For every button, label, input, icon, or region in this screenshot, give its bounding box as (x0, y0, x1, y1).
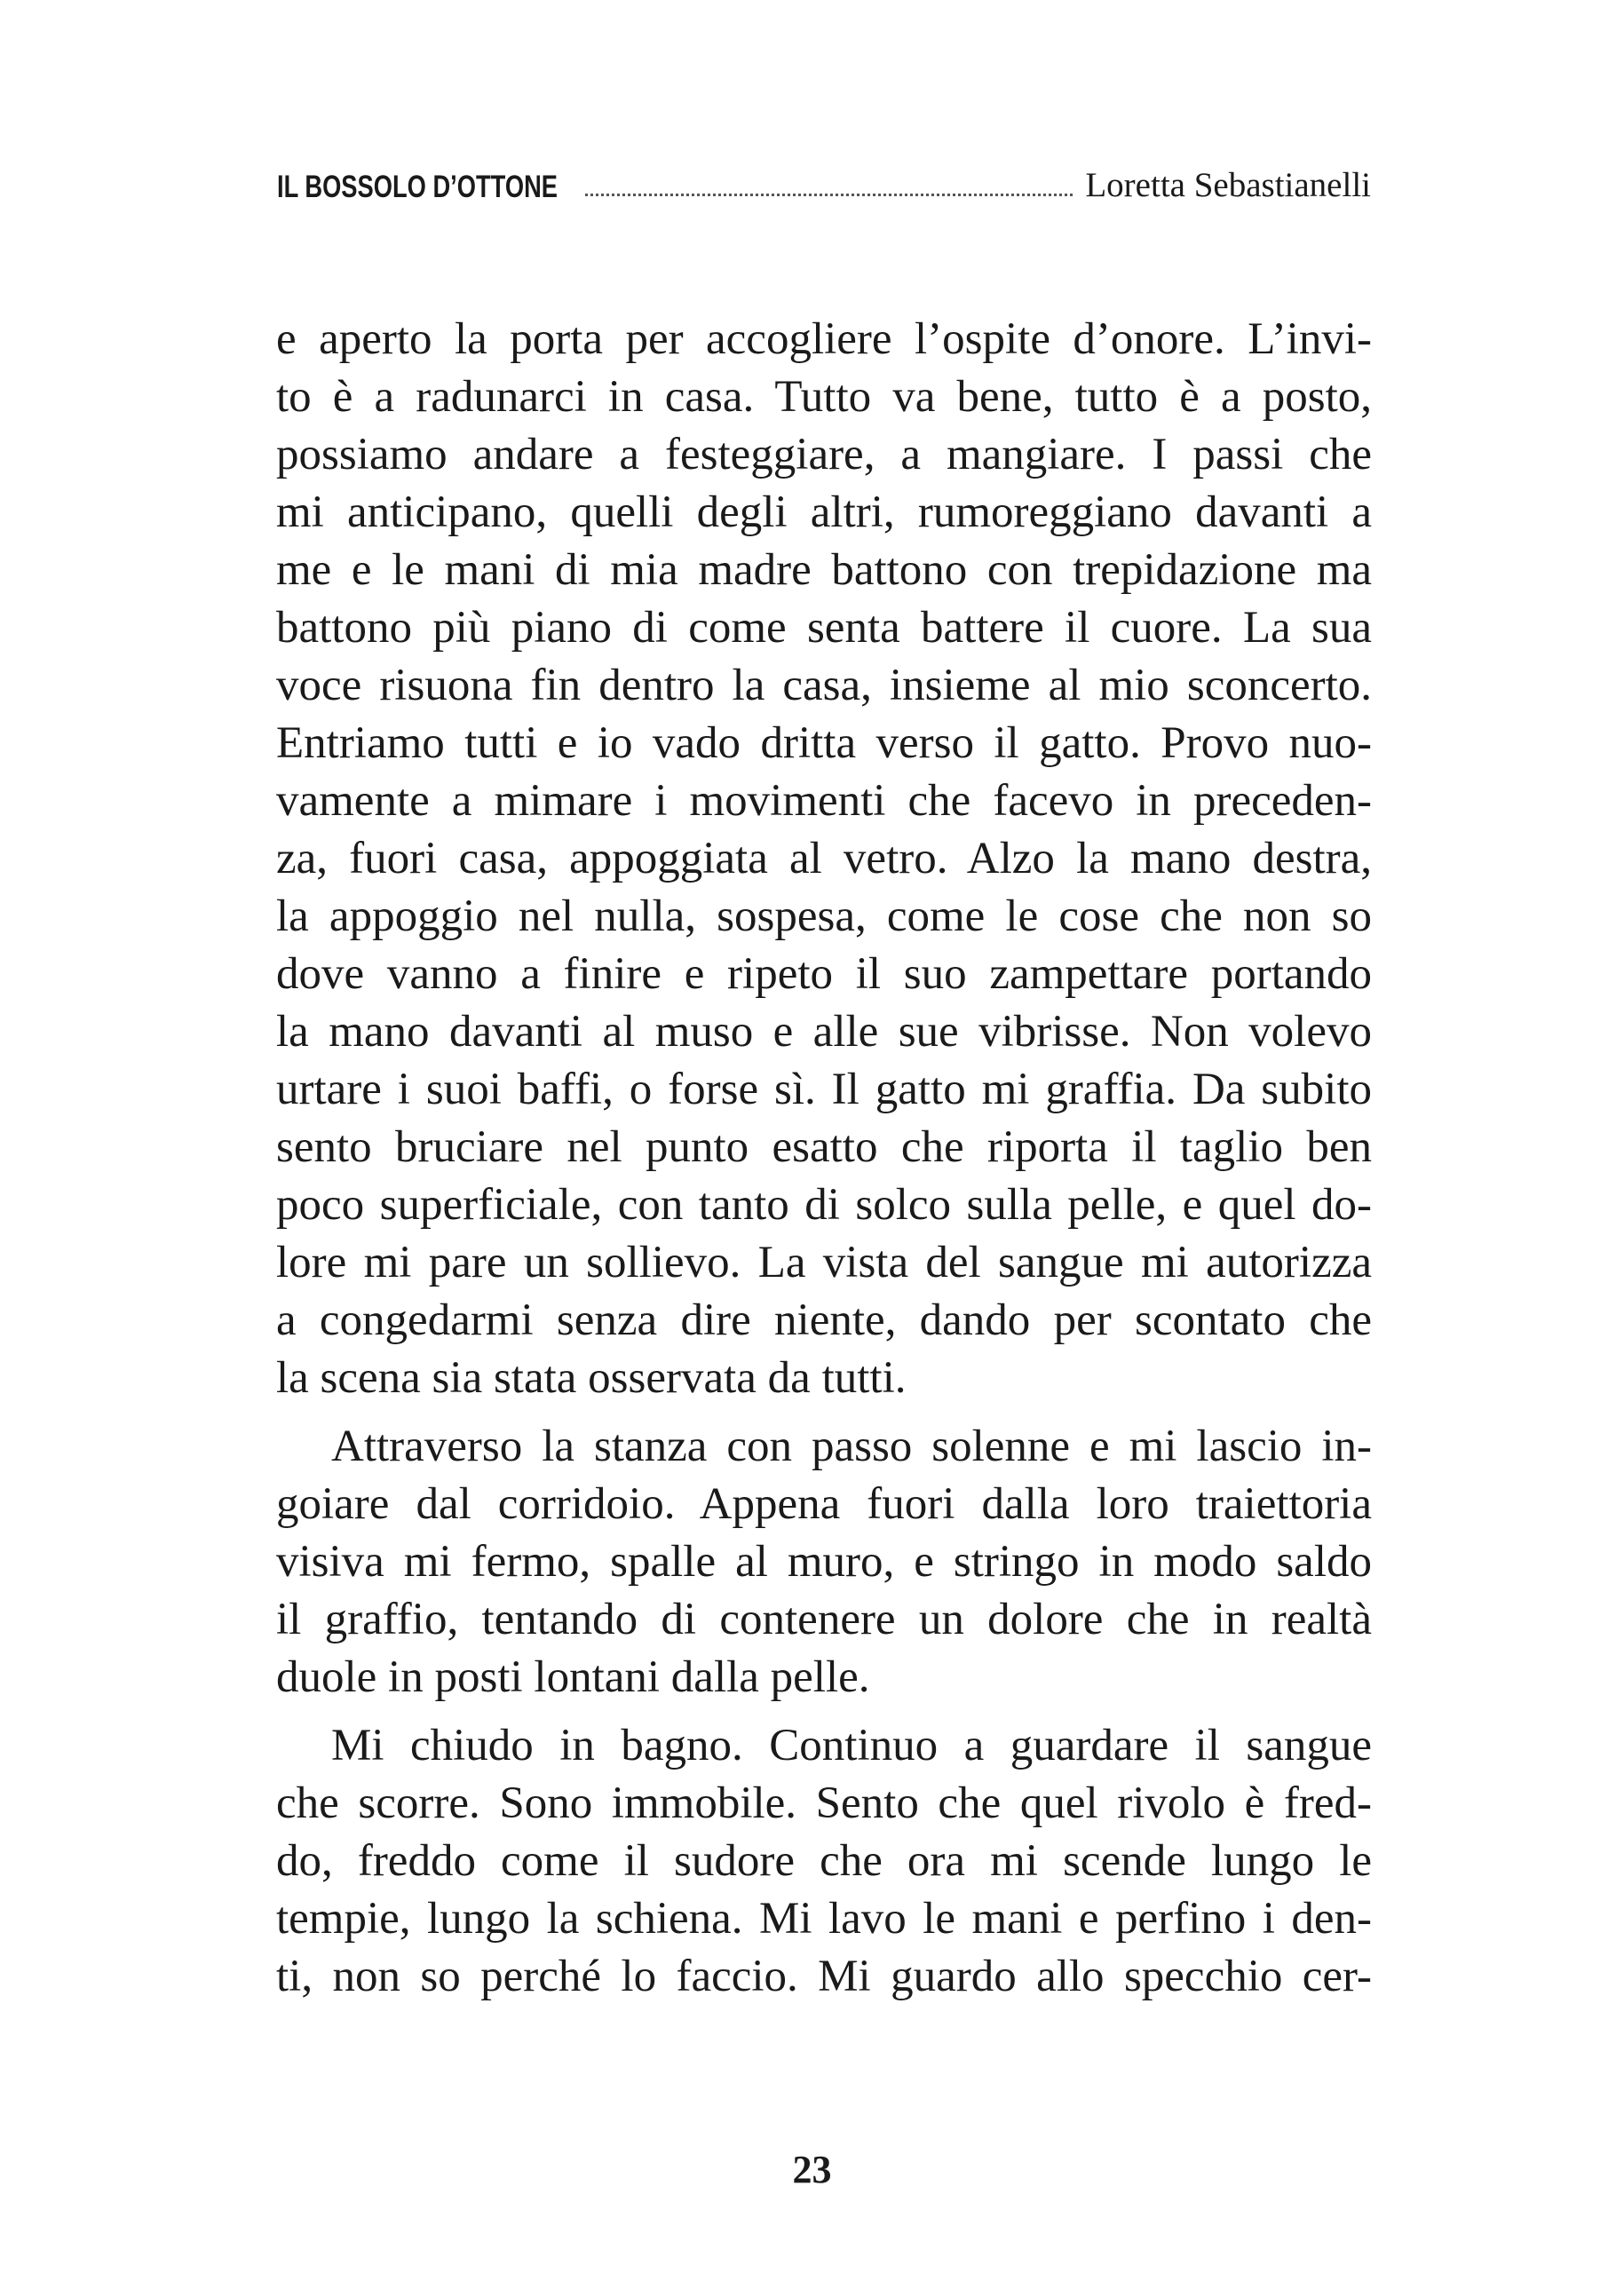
text-line: goiare dal corridoio. Appena fuori dalla loro traiettoria (276, 1479, 1372, 1529)
text-line: la scena sia stata osservata da tutti. (276, 1353, 907, 1403)
paragraph-gap (276, 1407, 1372, 1418)
text-line: la mano davanti al muso e alle sue vibrisse. Non volevo (276, 1007, 1372, 1057)
paragraph-3 (276, 1717, 1372, 2006)
running-header (277, 158, 1371, 202)
text-line: urtare i suoi baffi, o forse sì. Il gatto mi graffia. Da subito (276, 1065, 1372, 1114)
text-line: vamente a mimare i movimenti che facevo in preceden- (276, 776, 1372, 826)
text-line: sento bruciare nel punto esatto che riporta il taglio ben (276, 1122, 1372, 1172)
page-number: 23 (792, 2148, 832, 2191)
text-line: za, fuori casa, appoggiata al vetro. Alzo la mano destra, (276, 834, 1372, 883)
text-line: Mi chiudo in bagno. Continuo a guardare il sangue (331, 1721, 1372, 1770)
text-line: tempie, lungo la schiena. Mi lavo le mani e perfino i den- (276, 1894, 1372, 1944)
book-title: IL BOSSOLO D’OTTONE (277, 170, 558, 204)
author-name: Loretta Sebastianelli (1085, 166, 1371, 204)
text-line: me e le mani di mia madre battono con trepidazione ma (276, 545, 1372, 595)
text-line: poco superficiale, con tanto di solco sulla pelle, e quel do- (276, 1180, 1372, 1230)
text-line: possiamo andare a festeggiare, a mangiare. I passi che (276, 430, 1372, 479)
paragraph-1 (276, 311, 1372, 1407)
text-line: to è a radunarci in casa. Tutto va bene, tutto è a posto, (276, 372, 1372, 422)
text-line: lore mi pare un sollievo. La vista del sangue mi autorizza (276, 1238, 1372, 1287)
text-line: visiva mi fermo, spalle al muro, e stringo in modo saldo (276, 1537, 1372, 1587)
text-line: battono più piano di come senta battere il cuore. La sua (276, 603, 1372, 653)
text-line: il graffio, tentando di contenere un dolore che in realtà (276, 1595, 1372, 1644)
text-line: do, freddo come il sudore che ora mi scende lungo le (276, 1836, 1372, 1886)
text-line: che scorre. Sono immobile. Sento che quel rivolo è fred- (276, 1778, 1372, 1828)
header-dot-leader (585, 194, 1073, 196)
paragraph-2 (276, 1418, 1372, 1707)
text-line: la appoggio nel nulla, sospesa, come le cose che non so (276, 891, 1372, 941)
text-line: dove vanno a finire e ripeto il suo zampettare portando (276, 949, 1372, 999)
text-line: duole in posti lontani dalla pelle. (276, 1652, 870, 1702)
paragraph-gap (276, 1707, 1372, 1717)
text-line: e aperto la porta per accogliere l’ospite d’onore. L’invi- (276, 314, 1372, 364)
text-line: Attraverso la stanza con passo solenne e mi lascio in- (331, 1422, 1372, 1471)
body-text (276, 311, 1372, 2006)
text-line: voce risuona fin dentro la casa, insieme al mio sconcerto. (276, 661, 1372, 710)
text-line: mi anticipano, quelli degli altri, rumoreggiano davanti a (276, 487, 1372, 537)
text-line: ti, non so perché lo faccio. Mi guardo allo specchio cer- (276, 1952, 1372, 2001)
text-line: a congedarmi senza dire niente, dando per scontato che (276, 1295, 1372, 1345)
text-line: Entriamo tutti e io vado dritta verso il gatto. Provo nuo- (276, 718, 1372, 768)
